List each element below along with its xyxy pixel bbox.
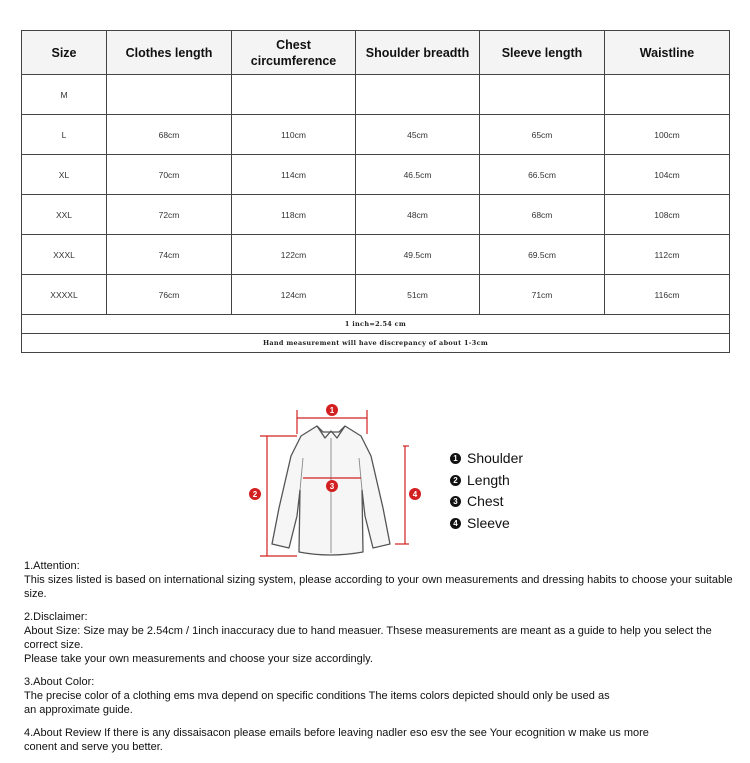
legend-number: 3 xyxy=(450,496,461,507)
table-row xyxy=(22,115,730,155)
table-row xyxy=(22,75,730,115)
cell-shoulder: 51cm xyxy=(356,275,480,315)
marker-2-label: 2 xyxy=(252,490,258,499)
cell-clothes-length: 70cm xyxy=(107,155,232,195)
header-waistline: Waistline xyxy=(605,31,730,75)
cell-sleeve: 69.5cm xyxy=(480,235,605,275)
marker-4 xyxy=(409,488,421,500)
cell-size: XL xyxy=(22,155,107,195)
legend-number: 1 xyxy=(450,453,461,464)
legend-number: 2 xyxy=(450,475,461,486)
note-about-color xyxy=(24,675,744,717)
note-text: About Size: Size may be 2.54cm / 1inch inaccuracy due to hand measuer. Thsese measurements are meant as a guide to help you select the correct size. xyxy=(24,625,712,651)
cell-sleeve: 71cm xyxy=(480,275,605,315)
note-title: 3.About Color: xyxy=(24,676,95,688)
cell-waistline: 112cm xyxy=(605,235,730,275)
legend-label: Length xyxy=(467,471,510,488)
cell-clothes-length: 76cm xyxy=(107,275,232,315)
legend-item-sleeve xyxy=(450,513,523,535)
cell-chest xyxy=(232,75,356,115)
legend-item-shoulder xyxy=(450,448,523,470)
measurement-legend xyxy=(450,448,523,534)
size-chart-table xyxy=(21,30,730,353)
cell-shoulder: 46.5cm xyxy=(356,155,480,195)
table-note-row xyxy=(22,315,730,334)
cell-shoulder xyxy=(356,75,480,115)
marker-4-label: 4 xyxy=(412,490,418,499)
cell-chest: 124cm xyxy=(232,275,356,315)
cell-sleeve: 65cm xyxy=(480,115,605,155)
inch-conversion-note: 1 inch=2.54 cm xyxy=(22,315,730,334)
note-text: conent and serve you better. xyxy=(24,741,163,753)
measurement-discrepancy-note: Hand measurement will have discrepancy of about 1-3cm xyxy=(22,334,730,353)
note-text: an approximate guide. xyxy=(24,704,133,716)
table-row xyxy=(22,275,730,315)
cell-waistline: 108cm xyxy=(605,195,730,235)
table-row xyxy=(22,195,730,235)
note-text: 4.About Review If there is any dissaisacon please emails before leaving nadler eso esv the see Your ecognition w make us more xyxy=(24,727,649,739)
note-title: 1.Attention: xyxy=(24,560,80,572)
cell-sleeve: 68cm xyxy=(480,195,605,235)
note-title: 2.Disclaimer: xyxy=(24,611,88,623)
legend-label: Shoulder xyxy=(467,450,524,466)
header-chest-circumference: Chest circumference xyxy=(232,31,356,75)
marker-2 xyxy=(249,488,261,500)
header-shoulder-breadth: Shoulder breadth xyxy=(356,31,480,75)
cell-size: XXXL xyxy=(22,235,107,275)
marker-1-label: 1 xyxy=(329,406,335,415)
cell-clothes-length: 72cm xyxy=(107,195,232,235)
notes-section xyxy=(24,559,744,763)
note-text: Please take your own measurements and choose your size accordingly. xyxy=(24,653,373,665)
cell-size: XXL xyxy=(22,195,107,235)
shirt-measurement-diagram xyxy=(245,398,440,563)
cell-clothes-length: 74cm xyxy=(107,235,232,275)
cell-chest: 114cm xyxy=(232,155,356,195)
legend-item-chest xyxy=(450,491,523,513)
cell-waistline xyxy=(605,75,730,115)
cell-size: M xyxy=(22,75,107,115)
cell-waistline: 104cm xyxy=(605,155,730,195)
table-header-row xyxy=(22,31,730,75)
note-disclaimer xyxy=(24,610,744,666)
cell-chest: 110cm xyxy=(232,115,356,155)
marker-3-label: 3 xyxy=(329,482,335,491)
legend-label: Sleeve xyxy=(467,514,510,531)
cell-chest: 118cm xyxy=(232,195,356,235)
legend-number: 4 xyxy=(450,518,461,529)
note-text: This sizes listed is based on international sizing system, please according to your own measurements and dressing habits to choose your suitable size. xyxy=(24,574,733,600)
cell-size: L xyxy=(22,115,107,155)
legend-item-length xyxy=(450,470,523,492)
cell-clothes-length: 68cm xyxy=(107,115,232,155)
header-clothes-length: Clothes length xyxy=(107,31,232,75)
legend-label: Chest xyxy=(467,493,504,509)
note-text: The precise color of a clothing ems mva depend on specific conditions The items colors depicted should only be used as xyxy=(24,690,610,702)
cell-shoulder: 45cm xyxy=(356,115,480,155)
cell-sleeve: 66.5cm xyxy=(480,155,605,195)
header-sleeve-length: Sleeve length xyxy=(480,31,605,75)
header-size: Size xyxy=(22,31,107,75)
cell-shoulder: 49.5cm xyxy=(356,235,480,275)
table-row xyxy=(22,155,730,195)
table-row xyxy=(22,235,730,275)
cell-waistline: 100cm xyxy=(605,115,730,155)
cell-sleeve xyxy=(480,75,605,115)
marker-1 xyxy=(326,404,338,416)
cell-waistline: 116cm xyxy=(605,275,730,315)
note-attention xyxy=(24,559,744,601)
cell-clothes-length xyxy=(107,75,232,115)
cell-chest: 122cm xyxy=(232,235,356,275)
table-note-row xyxy=(22,334,730,353)
cell-shoulder: 48cm xyxy=(356,195,480,235)
cell-size: XXXXL xyxy=(22,275,107,315)
marker-3 xyxy=(326,480,338,492)
